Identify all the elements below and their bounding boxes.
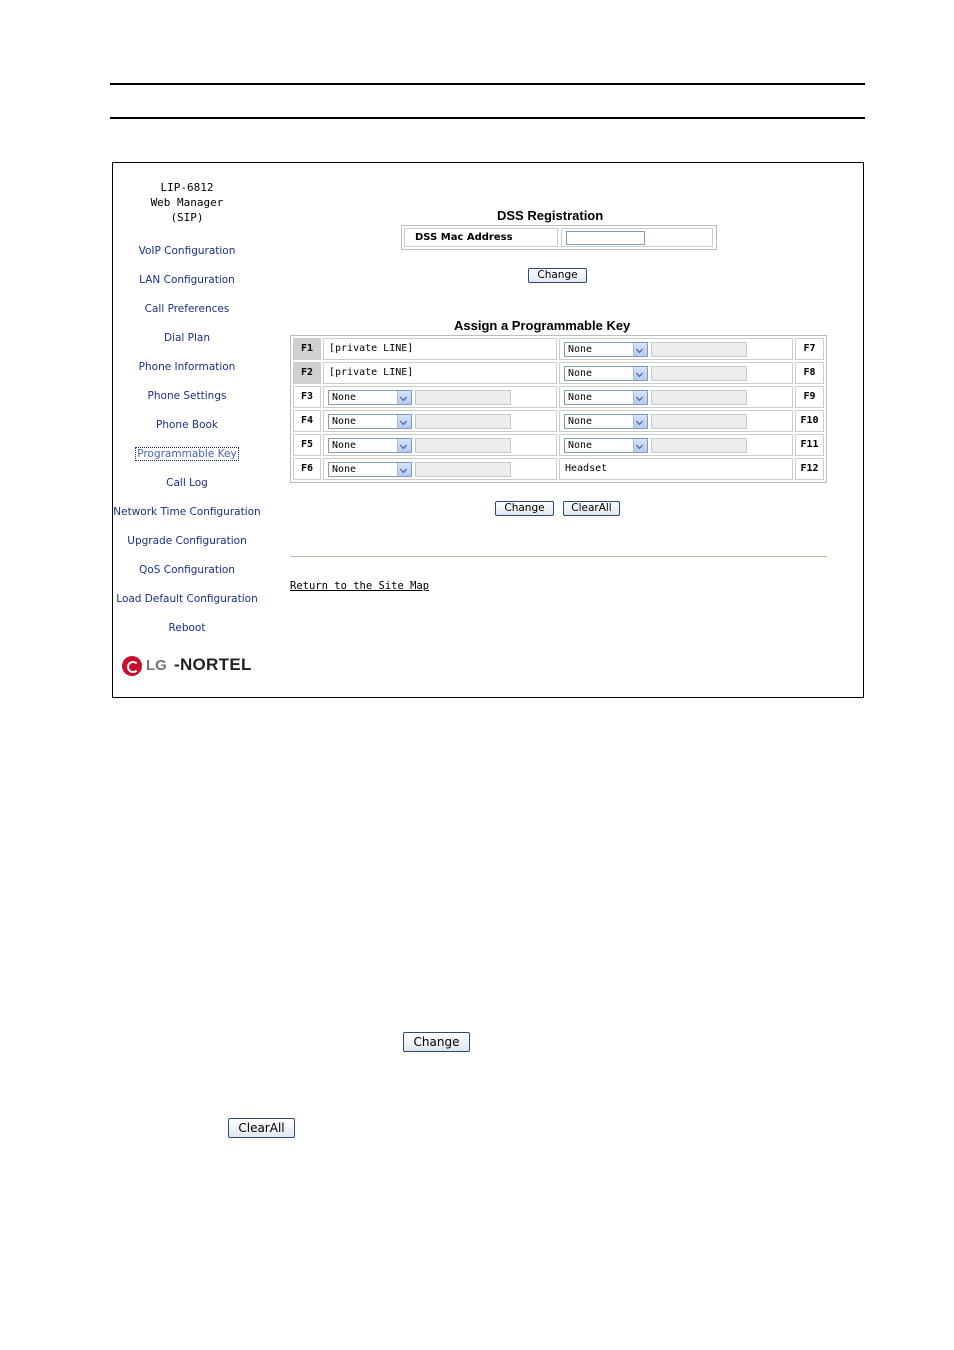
nav-dial-plan[interactable]: Dial Plan bbox=[163, 332, 211, 344]
programmable-key-table bbox=[290, 335, 827, 483]
key-f7-input[interactable] bbox=[651, 342, 747, 357]
key-f5-cell bbox=[323, 434, 557, 456]
sidebar bbox=[113, 163, 261, 697]
key-f2-value: [private LINE] bbox=[323, 362, 557, 384]
key-f10-input[interactable] bbox=[651, 414, 747, 429]
key-label-f6: F6 bbox=[293, 458, 321, 480]
chevron-down-icon bbox=[633, 391, 647, 404]
key-f8-input[interactable] bbox=[651, 366, 747, 381]
nav-phone-book[interactable]: Phone Book bbox=[156, 419, 218, 431]
key-f3-cell bbox=[323, 386, 557, 408]
dss-title: DSS Registration bbox=[497, 208, 604, 223]
chevron-down-icon bbox=[397, 415, 411, 428]
dss-mac-label: DSS Mac Address bbox=[404, 228, 558, 247]
key-f3-input[interactable] bbox=[415, 390, 511, 405]
chevron-down-icon bbox=[397, 391, 411, 404]
dss-mac-cell bbox=[561, 228, 713, 247]
header-rule-top bbox=[110, 83, 865, 85]
key-label-f7: F7 bbox=[795, 338, 824, 360]
key-f11-input[interactable] bbox=[651, 438, 747, 453]
key-f4-select[interactable]: None bbox=[328, 414, 412, 429]
key-f4-cell bbox=[323, 410, 557, 432]
nav-call-preferences[interactable]: Call Preferences bbox=[144, 303, 230, 315]
key-f10-select[interactable]: None bbox=[564, 414, 648, 429]
key-label-f12: F12 bbox=[795, 458, 824, 480]
key-f11-select[interactable]: None bbox=[564, 438, 648, 453]
brand-app: Web Manager bbox=[150, 196, 224, 209]
chevron-down-icon bbox=[397, 439, 411, 452]
key-f5-select[interactable]: None bbox=[328, 438, 412, 453]
brand-model: LIP-6812 bbox=[160, 181, 214, 194]
doc-change-button[interactable]: Change bbox=[403, 1032, 470, 1052]
key-label-f11: F11 bbox=[795, 434, 824, 456]
key-f12-value: Headset bbox=[559, 458, 793, 480]
nav-phone-settings[interactable]: Phone Settings bbox=[147, 390, 227, 402]
key-f8-cell bbox=[559, 362, 793, 384]
prog-title: Assign a Programmable Key bbox=[454, 318, 631, 333]
chevron-down-icon bbox=[633, 415, 647, 428]
key-f5-input[interactable] bbox=[415, 438, 511, 453]
doc-clearall-button[interactable]: ClearAll bbox=[228, 1118, 295, 1138]
nav-lan-configuration[interactable]: LAN Configuration bbox=[139, 274, 235, 286]
key-f6-select[interactable]: None bbox=[328, 462, 412, 477]
dss-change-button[interactable]: Change bbox=[528, 268, 587, 283]
dss-table bbox=[401, 225, 717, 250]
key-f1-value: [private LINE] bbox=[323, 338, 557, 360]
nav-qos-configuration[interactable]: QoS Configuration bbox=[139, 564, 235, 576]
key-label-f4: F4 bbox=[293, 410, 321, 432]
key-f7-select[interactable]: None bbox=[564, 342, 648, 357]
lg-face-icon bbox=[122, 656, 142, 676]
key-f10-cell bbox=[559, 410, 793, 432]
lg-nortel-logo bbox=[122, 655, 254, 681]
nav-network-time-configuration[interactable]: Network Time Configuration bbox=[113, 506, 261, 518]
chevron-down-icon bbox=[633, 343, 647, 356]
logo-lg-text: LG bbox=[146, 657, 167, 674]
chevron-down-icon bbox=[397, 463, 411, 476]
nav-load-default-configuration[interactable]: Load Default Configuration bbox=[116, 593, 258, 605]
prog-change-button[interactable]: Change bbox=[495, 501, 554, 516]
web-manager-screenshot bbox=[112, 162, 864, 698]
nav-reboot[interactable]: Reboot bbox=[168, 622, 206, 634]
key-f9-input[interactable] bbox=[651, 390, 747, 405]
key-label-f1: F1 bbox=[293, 338, 321, 360]
dss-mac-input[interactable] bbox=[566, 231, 645, 245]
key-label-f9: F9 bbox=[795, 386, 824, 408]
key-f3-select[interactable]: None bbox=[328, 390, 412, 405]
key-f7-cell bbox=[559, 338, 793, 360]
key-label-f5: F5 bbox=[293, 434, 321, 456]
key-f8-select[interactable]: None bbox=[564, 366, 648, 381]
key-label-f2: F2 bbox=[293, 362, 321, 384]
header-rule-bottom bbox=[110, 117, 865, 119]
nav-upgrade-configuration[interactable]: Upgrade Configuration bbox=[127, 535, 247, 547]
key-f9-select[interactable]: None bbox=[564, 390, 648, 405]
key-label-f3: F3 bbox=[293, 386, 321, 408]
nav-phone-information[interactable]: Phone Information bbox=[138, 361, 236, 373]
logo-nortel-text: -NORTEL bbox=[174, 655, 252, 674]
brand-protocol: (SIP) bbox=[170, 211, 204, 224]
key-f4-input[interactable] bbox=[415, 414, 511, 429]
return-site-map-link[interactable]: Return to the Site Map bbox=[290, 580, 430, 592]
nav-voip-configuration[interactable]: VoIP Configuration bbox=[138, 245, 236, 257]
key-label-f8: F8 bbox=[795, 362, 824, 384]
nav-call-log[interactable]: Call Log bbox=[166, 477, 208, 489]
key-label-f10: F10 bbox=[795, 410, 824, 432]
chevron-down-icon bbox=[633, 367, 647, 380]
key-f9-cell bbox=[559, 386, 793, 408]
prog-clearall-button[interactable]: ClearAll bbox=[563, 501, 620, 516]
nav-programmable-key[interactable]: Programmable Key bbox=[137, 448, 237, 460]
key-f11-cell bbox=[559, 434, 793, 456]
key-f6-input[interactable] bbox=[415, 462, 511, 477]
key-f6-cell bbox=[323, 458, 557, 480]
content-divider bbox=[290, 556, 827, 557]
chevron-down-icon bbox=[633, 439, 647, 452]
